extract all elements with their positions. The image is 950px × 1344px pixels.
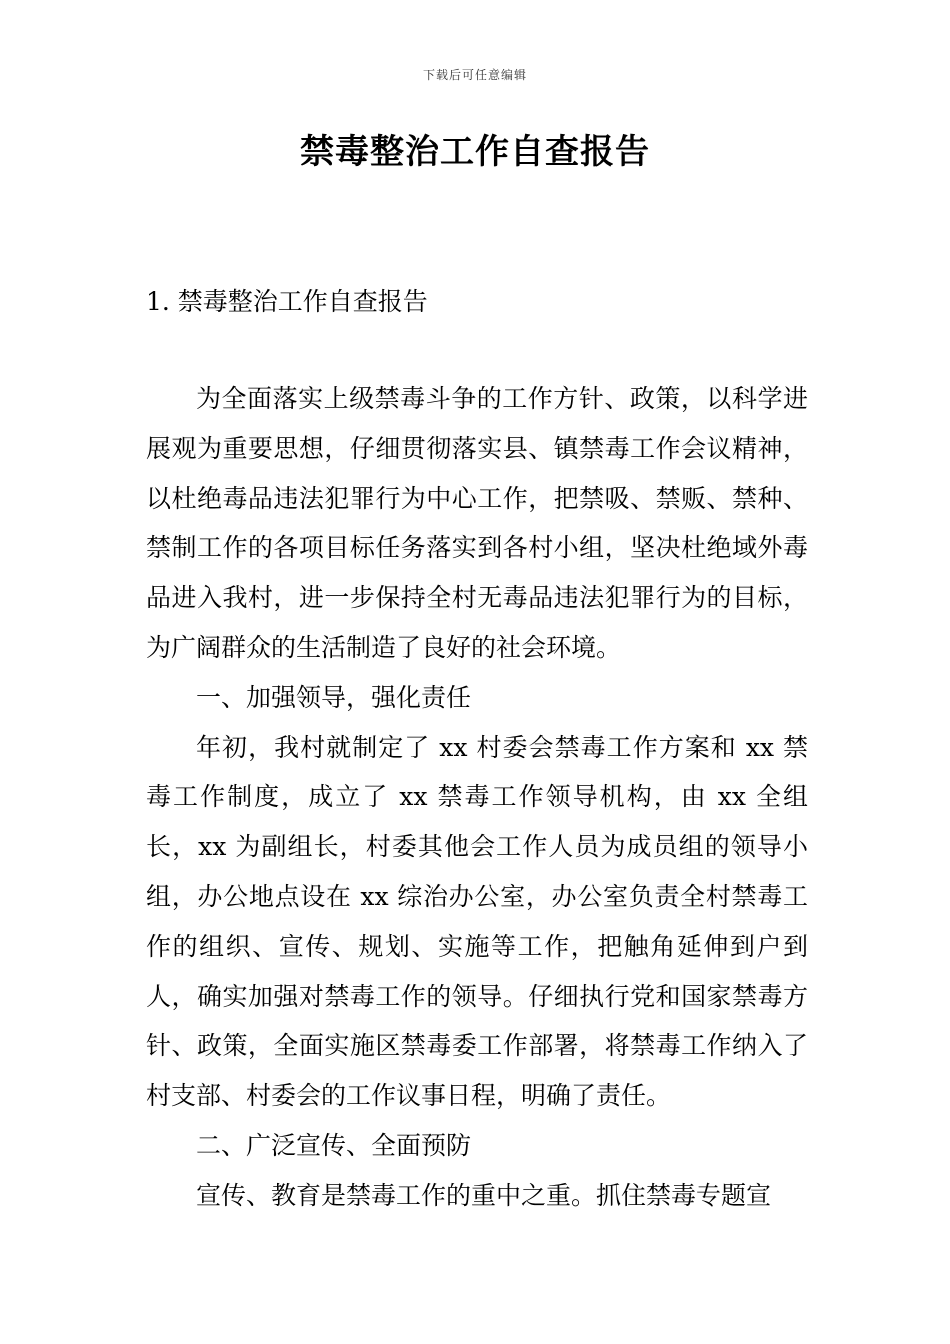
paragraph-leadership: 年初，我村就制定了 xx 村委会禁毒工作方案和 xx 禁毒工作制度，成立了 xx 禁毒工作领导机构，由 xx 全组长，xx 为副组长，村委其他会工作人员为成员组的领导小组，办公地点设在 xx 综治办公室，办公室负责全村禁毒工作的组织、宣传、规划、实施等工作，把触角延伸到户到人，确实加强对禁毒工作的领导。仔细执行党和国家禁毒方针、政策，全面实施区禁毒委工作部署，将禁毒工作纳入了村支部、村委会的工作议事日程，明确了责任。 bbox=[146, 732, 808, 1111]
document-body bbox=[146, 374, 808, 1221]
heading-publicity-prevention: 二、广泛宣传、全面预防 bbox=[196, 1130, 472, 1160]
paragraph-publicity: 宣传、教育是禁毒工作的重中之重。抓住禁毒专题宣 bbox=[196, 1180, 772, 1210]
document-title: 禁毒整治工作自查报告 bbox=[300, 132, 650, 172]
section-title: 1. 禁毒整治工作自查报告 bbox=[146, 287, 428, 316]
paragraph-intro: 为全面落实上级禁毒斗争的工作方针、政策，以科学进展观为重要思想，仔细贯彻落实县、镇禁毒工作会议精神，以杜绝毒品违法犯罪行为中心工作，把禁吸、禁贩、禁种、禁制工作的各项目标任务落实到各村小组，坚决杜绝域外毒品进入我村，进一步保持全村无毒品违法犯罪行为的目标，为广阔群众的生活制造了良好的社会环境。 bbox=[146, 384, 808, 662]
header-note: 下载后可任意编辑 bbox=[422, 68, 527, 82]
heading-strengthen-leadership: 一、加强领导，强化责任 bbox=[196, 682, 472, 712]
